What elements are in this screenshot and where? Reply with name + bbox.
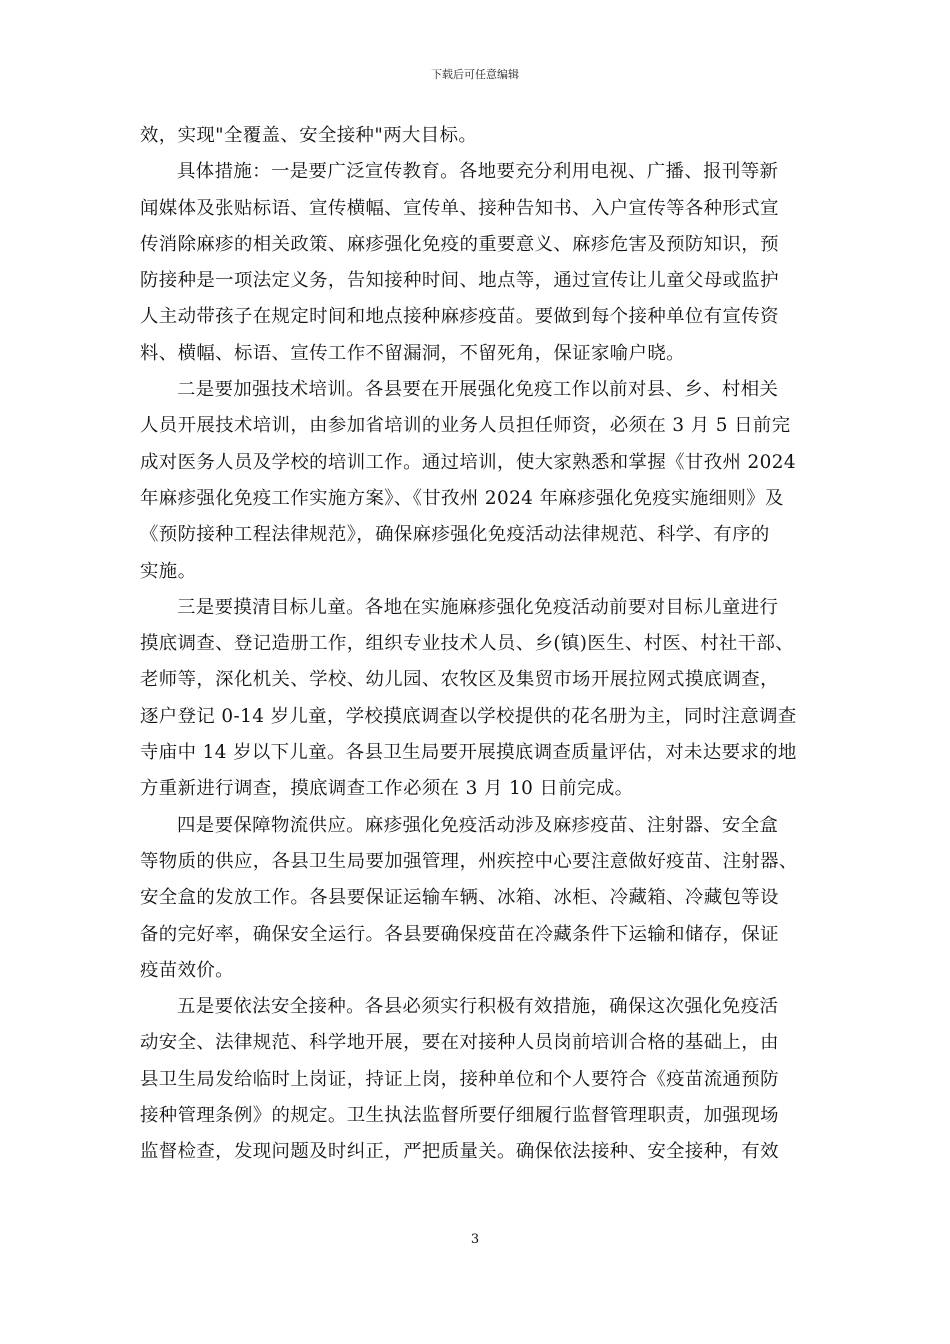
text-line: 料、横幅、标语、宣传工作不留漏洞，不留死角，保证家喻户晓。 [140,342,685,364]
text-line: 监督检查，发现问题及时纠正，严把质量关。确保依法接种、安全接种，有效 [140,1141,779,1163]
text-line: 接种管理条例》的规定。卫生执法监督所要仔细履行监督管理职责，加强现场 [140,1105,779,1127]
document-body [140,118,810,1171]
paragraph-first-line: 四是要保障物流供应。麻疹强化免疫活动涉及麻疹疫苗、注射器、安全盒 [177,814,779,836]
text-line: 等物质的供应，各县卫生局要加强管理，州疾控中心要注意做好疫苗、注射器、 [140,850,798,872]
text-line: 传消除麻疹的相关政策、麻疹强化免疫的重要意义、麻疹危害及预防知识，预 [140,233,779,255]
text-line: 人员开展技术培训，由参加省培训的业务人员担任师资，必须在 3 月 5 日前完 [140,415,791,437]
text-line: 人主动带孩子在规定时间和地点接种麻疹疫苗。要做到每个接种单位有宣传资 [140,306,779,328]
text-line: 疫苗效价。 [140,959,234,981]
text-line: 寺庙中 14 岁以下儿童。各县卫生局要开展摸底调查质量评估，对未达要求的地 [140,742,797,764]
text-line: 防接种是一项法定义务，告知接种时间、地点等，通过宣传让儿童父母或监护 [140,270,779,292]
text-line: 方重新进行调查，摸底调查工作必须在 3 月 10 日前完成。 [140,778,634,800]
paragraph-first-line: 具体措施：一是要广泛宣传教育。各地要充分利用电视、广播、报刊等新 [177,161,779,183]
text-line: 备的完好率，确保安全运行。各县要确保疫苗在冷藏条件下运输和储存，保证 [140,923,779,945]
page-header: 下载后可任意编辑 [431,68,519,81]
paragraph-first-line: 三是要摸清目标儿童。各地在实施麻疹强化免疫活动前要对目标儿童进行 [177,596,779,618]
text-line: 动安全、法律规范、科学地开展，要在对接种人员岗前培训合格的基础上，由 [140,1032,779,1054]
text-line: 老师等，深化机关、学校、幼儿园、农牧区及集贸市场开展拉网式摸底调查， [140,669,779,691]
paragraph-first-line: 二是要加强技术培训。各县要在开展强化免疫工作以前对县、乡、村相关 [177,379,779,401]
page-number: 3 [470,1232,480,1247]
text-line: 成对医务人员及学校的培训工作。通过培训，使大家熟悉和掌握《甘孜州 2024 [140,451,796,473]
text-line: 年麻疹强化免疫工作实施方案》、《甘孜州 2024 年麻疹强化免疫实施细则》及 [140,487,784,509]
paragraph-first-line: 五是要依法安全接种。各县必须实行积极有效措施，确保这次强化免疫活 [177,996,779,1018]
text-line: 安全盒的发放工作。各县要保证运输车辆、冰箱、冰柜、冷藏箱、冷藏包等设 [140,887,779,909]
text-line: 逐户登记 0-14 岁儿童，学校摸底调查以学校提供的花名册为主，同时注意调查 [140,705,797,727]
text-line: 效，实现"全覆盖、安全接种"两大目标。 [140,125,478,146]
text-line: 闻媒体及张贴标语、宣传横幅、宣传单、接种告知书、入户宣传等各种形式宣 [140,197,779,219]
text-line: 实施。 [140,560,197,582]
text-line: 《预防接种工程法律规范》，确保麻疹强化免疫活动法律规范、科学、有序的 [140,524,770,546]
text-line: 县卫生局发给临时上岗证，持证上岗，接种单位和个人要符合《疫苗流通预防 [140,1068,779,1090]
text-line: 摸底调查、登记造册工作，组织专业技术人员、乡(镇)医生、村医、村社干部、 [140,633,795,655]
